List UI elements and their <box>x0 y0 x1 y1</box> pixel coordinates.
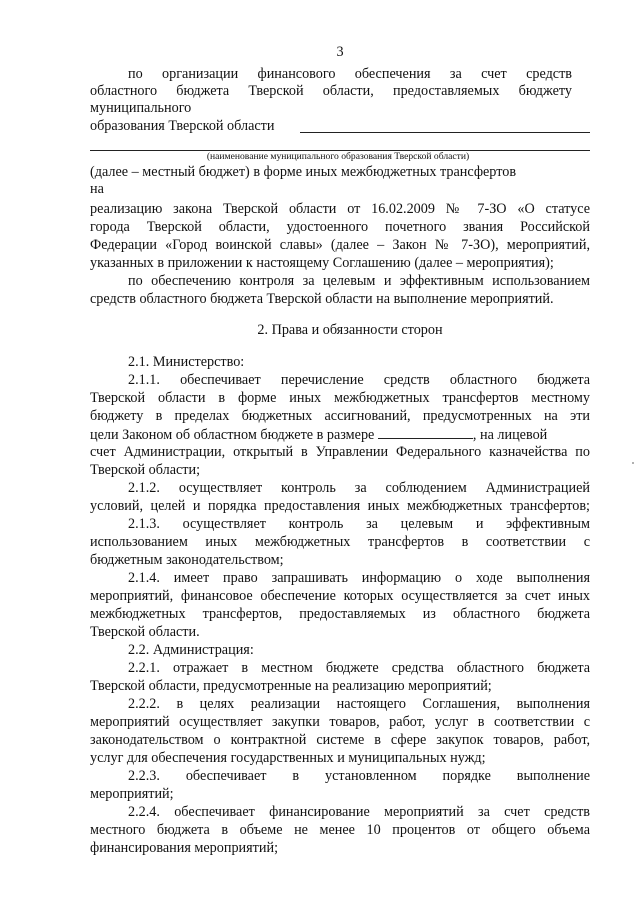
scan-speck <box>632 462 634 464</box>
subsection-label: 2.1. Министерство: <box>128 354 245 370</box>
text-line: по обеспечению контроля за целевым и эффективным использованием <box>128 273 590 289</box>
text-line: мероприятий; <box>90 786 174 802</box>
subsection-label: 2.2. Администрация: <box>128 642 254 658</box>
text-line: 2.1.4. имеет право запрашивать информацию о ходе выполнения <box>128 570 590 586</box>
text-line: (далее – местный бюджет) в форме иных межбюджетных трансфертов <box>90 164 517 180</box>
text-line <box>90 426 590 443</box>
blank-line <box>300 132 590 133</box>
text-line: счет Администрации, открытый в Управлении Федерального казначейства по <box>90 444 590 460</box>
text-line: Тверской области. <box>90 624 200 640</box>
text-line: на <box>90 181 104 197</box>
text-line: средств областного бюджета Тверской области на выполнение мероприятий. <box>90 291 554 307</box>
text-line: реализацию закона Тверской области от 16.02.2009 № 7-ЗО «О статусе <box>90 201 590 217</box>
text-line: финансирования мероприятий; <box>90 840 279 856</box>
amount-blank <box>378 426 473 439</box>
text-line: 2.2.4. обеспечивает финансирование мероприятий за счет средств <box>128 804 590 820</box>
text-line: 2.2.2. в целях реализации настоящего Соглашения, выполнения <box>128 696 590 712</box>
text-line: услуг для обеспечения государственных и муниципальных нужд; <box>90 750 486 766</box>
text-line: города Тверской области, удостоенного почетного звания Российской <box>90 219 590 235</box>
text-line: бюджету в пределах бюджетных ассигнований, предусмотренных на эти <box>90 408 590 424</box>
text-line: Тверской области, предусмотренные на реализацию мероприятий; <box>90 678 492 694</box>
field-caption: (наименование муниципального образования Тверской области) <box>206 151 470 162</box>
text-line: областного бюджета Тверской области, предоставляемых бюджету <box>90 83 572 99</box>
section-heading: 2. Права и обязанности сторон <box>257 322 443 338</box>
text-line: мероприятий осуществляет закупки товаров, работ, услуг в соответствии с <box>90 714 590 730</box>
text-fragment: цели Законом об областном бюджете в размере <box>90 427 375 443</box>
text-line: мероприятий, финансовое обеспечение которых осуществляется за счет иных <box>90 588 590 604</box>
text-line: указанных в приложении к настоящему Соглашению (далее – мероприятия); <box>90 255 554 271</box>
text-line: условий, целей и порядка предоставления иных межбюджетных трансфертов; <box>90 498 590 514</box>
text-line: Тверской области в форме иных межбюджетных трансфертов местному <box>90 390 590 406</box>
text-line: Федерации «Город воинской славы» (далее – Закон № 7-ЗО), мероприятий, <box>90 237 590 253</box>
text-line: бюджетным законодательством; <box>90 552 284 568</box>
text-line: 2.1.1. обеспечивает перечисление средств областного бюджета <box>128 372 590 388</box>
text-line: местного бюджета в объеме не менее 10 процентов от общего объема <box>90 822 590 838</box>
text-line: Тверской области; <box>90 462 201 478</box>
text-line: образования Тверской области <box>90 118 275 134</box>
text-fragment: , на лицевой <box>472 427 548 443</box>
text-line: 2.2.1. отражает в местном бюджете средства областного бюджета <box>128 660 590 676</box>
text-line: по организации финансового обеспечения за счет средств <box>128 66 572 82</box>
text-line: использованием иных межбюджетных трансфертов в соответствии с <box>90 534 590 550</box>
text-line: межбюджетных трансфертов, предоставляемых из областного бюджета <box>90 606 590 622</box>
text-line: 2.1.2. осуществляет контроль за соблюдением Администрацией <box>128 480 590 496</box>
text-line: законодательством о контрактной системе в сфере закупок товаров, работ, <box>90 732 590 748</box>
page-number: 3 <box>336 44 344 60</box>
text-line: 2.2.3. обеспечивает в установленном порядке выполнение <box>128 768 590 784</box>
text-line: 2.1.3. осуществляет контроль за целевым и эффективным <box>128 516 590 532</box>
text-line: муниципального <box>90 100 192 116</box>
